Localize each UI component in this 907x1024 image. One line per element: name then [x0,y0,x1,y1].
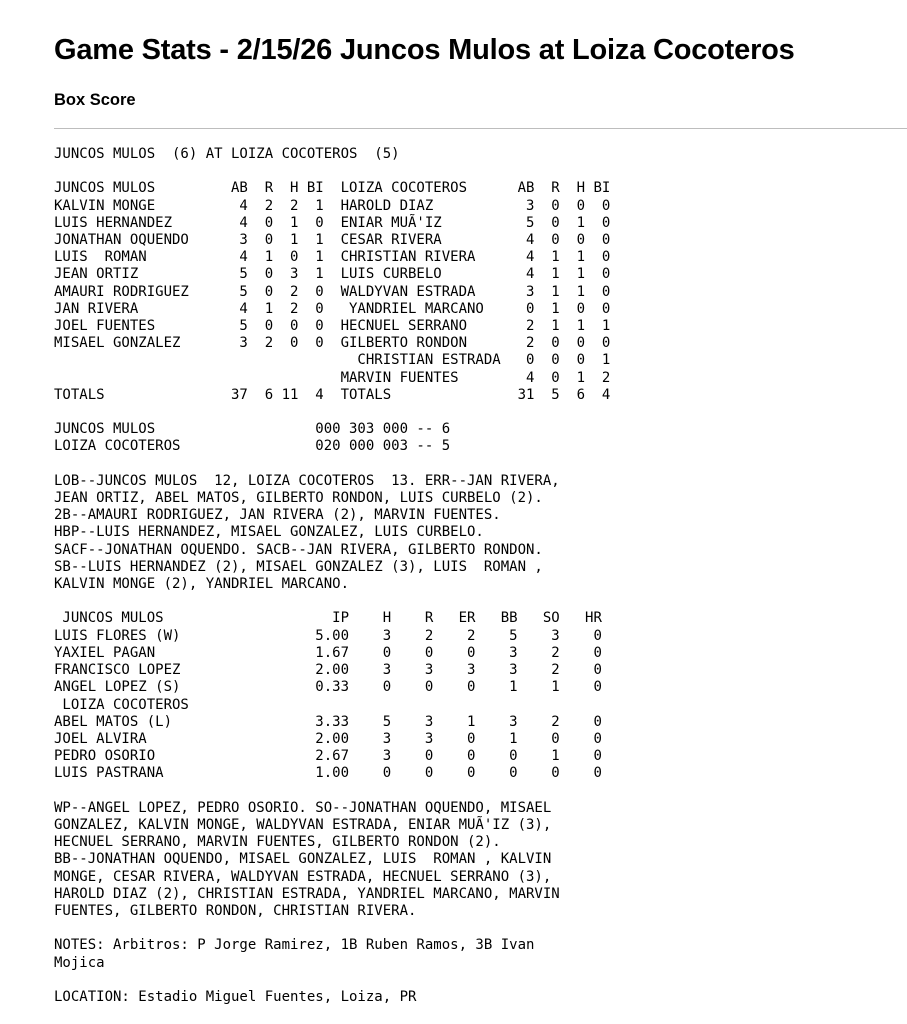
box-score-text: JUNCOS MULOS (6) AT LOIZA COCOTEROS (5) JUNCOS MULOS AB R H BI LOIZA COCOTEROS AB R H BI KALVIN MONGE 4 2 2 1 HAROLD DIAZ 3 0 0 0 LUIS HERNANDEZ 4 0 1 0 ENIAR MUÃ'IZ 5 0 1 0 JONATHAN OQUENDO 3 0 1 1 CESAR RIVERA 4 0 0 0 LUIS ROMAN 4 1 0 1 CHRISTIAN RIVERA 4 1 1 0 JEAN ORTIZ 5 0 3 1 LUIS CURBELO 4 1 1 0 AMAURI RODRIGUEZ 5 0 2 0 WALDYVAN ESTRADA 3 1 1 0 JAN RIVERA 4 1 2 0 YANDRIEL MARCANO 0 1 0 0 JOEL FUENTES 5 0 0 0 HECNUEL SERRANO 2 1 1 1 MISAEL GONZALEZ 3 2 0 0 GILBERTO RONDON 2 0 0 0 CHRISTIAN ESTRADA 0 0 0 1 MARVIN FUENTES 4 0 1 2 TOTALS 37 6 11 4 TOTALS 31 5 6 4 JUNCOS MULOS 000 303 000 -- 6 LOIZA COCOTEROS 020 000 003 -- 5 LOB--JUNCOS MULOS 12, LOIZA COCOTEROS 13. ERR--JAN RIVERA, JEAN ORTIZ, ABEL MATOS, GILBERTO RONDON, LUIS CURBELO (2). 2B--AMAURI RODRIGUEZ, JAN RIVERA (2), MARVIN FUENTES. HBP--LUIS HERNANDEZ, MISAEL GONZALEZ, LUIS CURBELO. SACF--JONATHAN OQUENDO. SACB--JAN RIVERA, GILBERTO RONDON. SB--LUIS HERNANDEZ (2), MISAEL GONZALEZ (3), LUIS ROMAN , KALVIN MONGE (2), YANDRIEL MARCANO. JUNCOS MULOS IP H R ER BB SO HR LUIS FLORES (W) 5.00 3 2 2 5 3 0 YAXIEL PAGAN 1.67 0 0 0 3 2 0 FRANCISCO LOPEZ 2.00 3 3 3 3 2 0 ANGEL LOPEZ (S) 0.33 0 0 0 1 1 0 LOIZA COCOTEROS ABEL MATOS (L) 3.33 5 3 1 3 2 0 JOEL ALVIRA 2.00 3 3 0 1 0 0 PEDRO OSORIO 2.67 3 0 0 0 1 0 LUIS PASTRANA 1.00 0 0 0 0 0 0 WP--ANGEL LOPEZ, PEDRO OSORIO. SO--JONATHAN OQUENDO, MISAEL GONZALEZ, KALVIN MONGE, WALDYVAN ESTRADA, ENIAR MUÃ'IZ (3), HECNUEL SERRANO, MARVIN FUENTES, GILBERTO RONDON (2). BB--JONATHAN OQUENDO, MISAEL GONZALEZ, LUIS ROMAN , KALVIN MONGE, CESAR RIVERA, WALDYVAN ESTRADA, HECNUEL SERRANO (3), HAROLD DIAZ (2), CHRISTIAN ESTRADA, YANDRIEL MARCANO, MARVIN FUENTES, GILBERTO RONDON, CHRISTIAN RIVERA. NOTES: Arbitros: P Jorge Ramirez, 1B Ruben Ramos, 3B Ivan Mojica LOCATION: Estadio Miguel Fuentes, Loiza, PR [54,146,611,1005]
section-heading-box-score: Box Score [54,91,136,109]
header-divider [54,128,907,129]
page-title: Game Stats - 2/15/26 Juncos Mulos at Loiza Cocoteros [54,34,795,66]
